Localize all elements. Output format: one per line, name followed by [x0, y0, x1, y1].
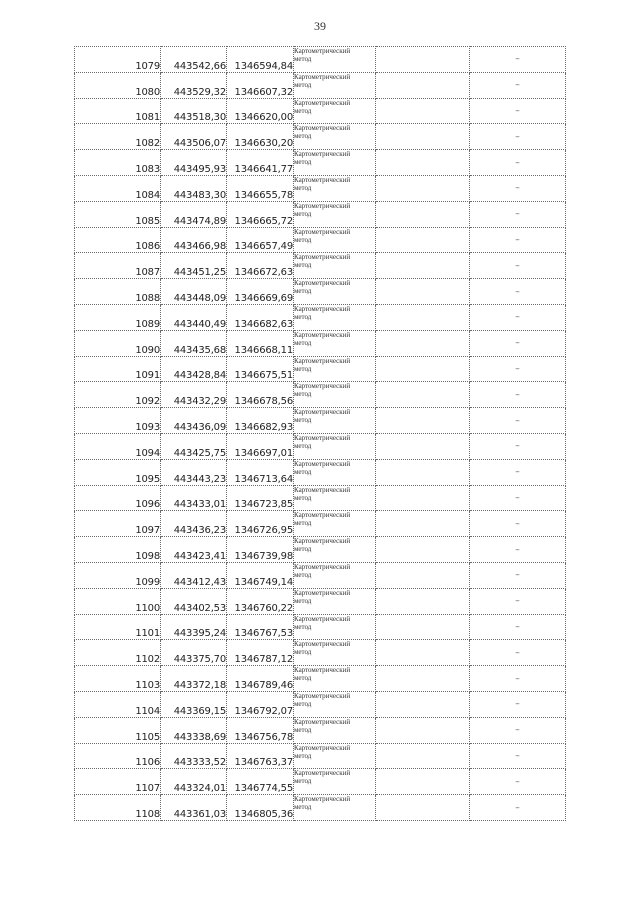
point-number: 1100 [75, 588, 161, 614]
determination-method [294, 124, 376, 150]
coordinate-x: 443433,01 [161, 485, 227, 511]
dash-cell: – [470, 227, 566, 253]
method-line-1: Картометрический [294, 433, 351, 442]
empty-cell [376, 124, 470, 150]
method-line-2: метод [294, 519, 312, 528]
point-number: 1097 [75, 511, 161, 537]
coordinate-x: 443402,53 [161, 588, 227, 614]
table-row [75, 382, 566, 408]
method-line-2: метод [294, 467, 312, 476]
empty-cell [376, 691, 470, 717]
table-row [75, 666, 566, 692]
coordinate-x: 443466,98 [161, 227, 227, 253]
method-line-1: Картометрический [294, 304, 351, 313]
method-line-1: Картометрический [294, 201, 351, 210]
method-line-1: Картометрический [294, 485, 351, 494]
coordinate-x: 443412,43 [161, 562, 227, 588]
method-line-2: метод [294, 106, 312, 115]
coordinate-y: 1346630,20 [227, 124, 294, 150]
point-number: 1086 [75, 227, 161, 253]
determination-method [294, 304, 376, 330]
dash-cell: – [470, 769, 566, 795]
method-line-2: метод [294, 441, 312, 450]
coordinate-x: 443361,03 [161, 795, 227, 821]
coordinate-y: 1346607,32 [227, 72, 294, 98]
method-line-2: метод [294, 287, 312, 296]
determination-method [294, 47, 376, 73]
coordinate-y: 1346756,78 [227, 717, 294, 743]
dash-cell: – [470, 433, 566, 459]
method-line-1: Картометрический [294, 795, 351, 804]
method-line-2: метод [294, 312, 312, 321]
coordinate-y: 1346789,46 [227, 666, 294, 692]
method-line-2: метод [294, 209, 312, 218]
coordinate-x: 443518,30 [161, 98, 227, 124]
method-line-2: метод [294, 80, 312, 89]
point-number: 1079 [75, 47, 161, 73]
table-row [75, 98, 566, 124]
table-row [75, 485, 566, 511]
empty-cell [376, 640, 470, 666]
empty-cell [376, 666, 470, 692]
coordinate-y: 1346760,22 [227, 588, 294, 614]
dash-cell: – [470, 640, 566, 666]
coordinate-y: 1346805,36 [227, 795, 294, 821]
determination-method [294, 433, 376, 459]
method-line-1: Картометрический [294, 717, 351, 726]
table-row [75, 124, 566, 150]
coordinate-x: 443529,32 [161, 72, 227, 98]
empty-cell [376, 253, 470, 279]
table-row [75, 356, 566, 382]
coordinate-y: 1346672,63 [227, 253, 294, 279]
point-number: 1099 [75, 562, 161, 588]
coordinate-x: 443435,68 [161, 330, 227, 356]
point-number: 1104 [75, 691, 161, 717]
method-line-1: Картометрический [294, 562, 351, 571]
table-row [75, 253, 566, 279]
method-line-2: метод [294, 390, 312, 399]
determination-method [294, 691, 376, 717]
coordinate-y: 1346723,85 [227, 485, 294, 511]
coordinate-y: 1346767,53 [227, 614, 294, 640]
point-number: 1105 [75, 717, 161, 743]
empty-cell [376, 459, 470, 485]
point-number: 1089 [75, 304, 161, 330]
method-line-1: Картометрический [294, 691, 351, 700]
point-number: 1092 [75, 382, 161, 408]
determination-method [294, 459, 376, 485]
method-line-1: Картометрический [294, 408, 351, 417]
coordinate-y: 1346641,77 [227, 150, 294, 176]
dash-cell: – [470, 253, 566, 279]
method-line-1: Картометрический [294, 279, 351, 288]
empty-cell [376, 511, 470, 537]
point-number: 1093 [75, 408, 161, 434]
determination-method [294, 795, 376, 821]
method-line-2: метод [294, 699, 312, 708]
point-number: 1107 [75, 769, 161, 795]
empty-cell [376, 98, 470, 124]
point-number: 1083 [75, 150, 161, 176]
dash-cell: – [470, 485, 566, 511]
point-number: 1081 [75, 98, 161, 124]
dash-cell: – [470, 666, 566, 692]
coordinate-x: 443474,89 [161, 201, 227, 227]
table-row [75, 562, 566, 588]
empty-cell [376, 72, 470, 98]
empty-cell [376, 717, 470, 743]
coordinate-x: 443423,41 [161, 537, 227, 563]
determination-method [294, 279, 376, 305]
coordinate-x: 443436,23 [161, 511, 227, 537]
method-line-2: метод [294, 235, 312, 244]
method-line-2: метод [294, 751, 312, 760]
dash-cell: – [470, 743, 566, 769]
dash-cell: – [470, 614, 566, 640]
table-row [75, 304, 566, 330]
coordinate-y: 1346655,78 [227, 175, 294, 201]
table-row [75, 537, 566, 563]
empty-cell [376, 356, 470, 382]
empty-cell [376, 433, 470, 459]
empty-cell [376, 330, 470, 356]
table-row [75, 691, 566, 717]
empty-cell [376, 279, 470, 305]
determination-method [294, 150, 376, 176]
method-line-1: Картометрический [294, 511, 351, 520]
point-number: 1090 [75, 330, 161, 356]
dash-cell: – [470, 459, 566, 485]
empty-cell [376, 201, 470, 227]
determination-method [294, 227, 376, 253]
dash-cell: – [470, 691, 566, 717]
dash-cell: – [470, 588, 566, 614]
determination-method [294, 614, 376, 640]
method-line-1: Картометрический [294, 666, 351, 675]
determination-method [294, 201, 376, 227]
determination-method [294, 175, 376, 201]
dash-cell: – [470, 304, 566, 330]
dash-cell: – [470, 175, 566, 201]
coordinates-table-body [75, 47, 566, 821]
table-row [75, 795, 566, 821]
method-line-2: метод [294, 132, 312, 141]
determination-method [294, 537, 376, 563]
method-line-1: Картометрический [294, 47, 351, 55]
dash-cell: – [470, 511, 566, 537]
point-number: 1103 [75, 666, 161, 692]
dash-cell: – [470, 330, 566, 356]
determination-method [294, 72, 376, 98]
coordinate-y: 1346739,98 [227, 537, 294, 563]
dash-cell: – [470, 201, 566, 227]
point-number: 1085 [75, 201, 161, 227]
method-line-1: Картометрический [294, 98, 351, 107]
method-line-2: метод [294, 158, 312, 167]
coordinate-y: 1346713,64 [227, 459, 294, 485]
coordinate-x: 443372,18 [161, 666, 227, 692]
method-line-2: метод [294, 803, 312, 812]
method-line-1: Картометрический [294, 614, 351, 623]
dash-cell: – [470, 98, 566, 124]
coordinate-x: 443542,66 [161, 47, 227, 73]
method-line-2: метод [294, 338, 312, 347]
table-row [75, 175, 566, 201]
dash-cell: – [470, 279, 566, 305]
point-number: 1102 [75, 640, 161, 666]
dash-cell: – [470, 408, 566, 434]
coordinate-y: 1346669,69 [227, 279, 294, 305]
coordinate-x: 443436,09 [161, 408, 227, 434]
empty-cell [376, 743, 470, 769]
method-line-2: метод [294, 596, 312, 605]
coordinate-x: 443369,15 [161, 691, 227, 717]
determination-method [294, 562, 376, 588]
table-row [75, 47, 566, 73]
determination-method [294, 330, 376, 356]
table-row [75, 279, 566, 305]
determination-method [294, 356, 376, 382]
coordinate-x: 443448,09 [161, 279, 227, 305]
dash-cell: – [470, 795, 566, 821]
coordinate-x: 443333,52 [161, 743, 227, 769]
coordinate-y: 1346682,63 [227, 304, 294, 330]
coordinate-y: 1346774,55 [227, 769, 294, 795]
method-line-2: метод [294, 55, 312, 63]
point-number: 1088 [75, 279, 161, 305]
determination-method [294, 253, 376, 279]
dash-cell: – [470, 150, 566, 176]
dash-cell: – [470, 47, 566, 73]
table-row [75, 743, 566, 769]
method-line-1: Картометрический [294, 150, 351, 159]
method-line-2: метод [294, 674, 312, 683]
table-row [75, 227, 566, 253]
point-number: 1087 [75, 253, 161, 279]
method-line-1: Картометрический [294, 588, 351, 597]
determination-method [294, 743, 376, 769]
point-number: 1091 [75, 356, 161, 382]
point-number: 1094 [75, 433, 161, 459]
empty-cell [376, 614, 470, 640]
empty-cell [376, 588, 470, 614]
method-line-2: метод [294, 648, 312, 657]
coordinate-y: 1346620,00 [227, 98, 294, 124]
coordinate-x: 443425,75 [161, 433, 227, 459]
table-row [75, 408, 566, 434]
coordinate-x: 443338,69 [161, 717, 227, 743]
method-line-1: Картометрический [294, 124, 351, 133]
table-row [75, 640, 566, 666]
determination-method [294, 511, 376, 537]
dash-cell: – [470, 717, 566, 743]
method-line-2: метод [294, 416, 312, 425]
table-row [75, 150, 566, 176]
table-row [75, 511, 566, 537]
coordinate-x: 443324,01 [161, 769, 227, 795]
empty-cell [376, 175, 470, 201]
coordinate-y: 1346792,07 [227, 691, 294, 717]
empty-cell [376, 769, 470, 795]
coordinate-y: 1346763,37 [227, 743, 294, 769]
point-number: 1096 [75, 485, 161, 511]
method-line-1: Картометрический [294, 459, 351, 468]
determination-method [294, 769, 376, 795]
empty-cell [376, 47, 470, 73]
coordinate-x: 443495,93 [161, 150, 227, 176]
method-line-2: метод [294, 777, 312, 786]
empty-cell [376, 304, 470, 330]
point-number: 1095 [75, 459, 161, 485]
coordinate-x: 443443,23 [161, 459, 227, 485]
determination-method [294, 408, 376, 434]
method-line-1: Картометрический [294, 227, 351, 236]
table-row [75, 717, 566, 743]
coordinate-y: 1346675,51 [227, 356, 294, 382]
empty-cell [376, 485, 470, 511]
determination-method [294, 382, 376, 408]
empty-cell [376, 227, 470, 253]
determination-method [294, 666, 376, 692]
empty-cell [376, 795, 470, 821]
empty-cell [376, 382, 470, 408]
empty-cell [376, 150, 470, 176]
method-line-2: метод [294, 622, 312, 631]
coordinate-y: 1346726,95 [227, 511, 294, 537]
point-number: 1080 [75, 72, 161, 98]
dash-cell: – [470, 562, 566, 588]
dash-cell: – [470, 382, 566, 408]
method-line-1: Картометрический [294, 72, 351, 81]
table-row [75, 588, 566, 614]
method-line-1: Картометрический [294, 175, 351, 184]
determination-method [294, 717, 376, 743]
method-line-1: Картометрический [294, 382, 351, 391]
method-line-2: метод [294, 545, 312, 554]
table-row [75, 330, 566, 356]
method-line-2: метод [294, 493, 312, 502]
determination-method [294, 98, 376, 124]
point-number: 1098 [75, 537, 161, 563]
table-row [75, 72, 566, 98]
table-row [75, 614, 566, 640]
method-line-2: метод [294, 364, 312, 373]
point-number: 1082 [75, 124, 161, 150]
dash-cell: – [470, 537, 566, 563]
coordinate-x: 443440,49 [161, 304, 227, 330]
point-number: 1106 [75, 743, 161, 769]
point-number: 1084 [75, 175, 161, 201]
coordinate-x: 443428,84 [161, 356, 227, 382]
empty-cell [376, 408, 470, 434]
table-row [75, 201, 566, 227]
dash-cell: – [470, 72, 566, 98]
coordinate-y: 1346749,14 [227, 562, 294, 588]
coordinate-x: 443483,30 [161, 175, 227, 201]
coordinate-y: 1346594,84 [227, 47, 294, 73]
coordinate-y: 1346682,93 [227, 408, 294, 434]
method-line-1: Картометрический [294, 769, 351, 778]
empty-cell [376, 562, 470, 588]
table-row [75, 433, 566, 459]
method-line-2: метод [294, 183, 312, 192]
coordinate-y: 1346657,49 [227, 227, 294, 253]
coordinate-y: 1346668,11 [227, 330, 294, 356]
table-row [75, 459, 566, 485]
method-line-1: Картометрический [294, 356, 351, 365]
method-line-2: метод [294, 725, 312, 734]
coordinate-x: 443451,25 [161, 253, 227, 279]
determination-method [294, 640, 376, 666]
coordinates-table [74, 46, 566, 821]
method-line-1: Картометрический [294, 537, 351, 546]
coordinate-y: 1346678,56 [227, 382, 294, 408]
method-line-2: метод [294, 570, 312, 579]
coordinate-x: 443432,29 [161, 382, 227, 408]
determination-method [294, 485, 376, 511]
determination-method [294, 588, 376, 614]
point-number: 1108 [75, 795, 161, 821]
coordinate-x: 443375,70 [161, 640, 227, 666]
page-number: 39 [314, 19, 326, 33]
method-line-1: Картометрический [294, 640, 351, 649]
dash-cell: – [470, 124, 566, 150]
dash-cell: – [470, 356, 566, 382]
empty-cell [376, 537, 470, 563]
table-row [75, 769, 566, 795]
method-line-2: метод [294, 261, 312, 270]
coordinate-x: 443506,07 [161, 124, 227, 150]
method-line-1: Картометрический [294, 743, 351, 752]
coordinate-y: 1346787,12 [227, 640, 294, 666]
method-line-1: Картометрический [294, 330, 351, 339]
coordinate-x: 443395,24 [161, 614, 227, 640]
method-line-1: Картометрический [294, 253, 351, 262]
coordinate-y: 1346697,01 [227, 433, 294, 459]
coordinate-y: 1346665,72 [227, 201, 294, 227]
point-number: 1101 [75, 614, 161, 640]
